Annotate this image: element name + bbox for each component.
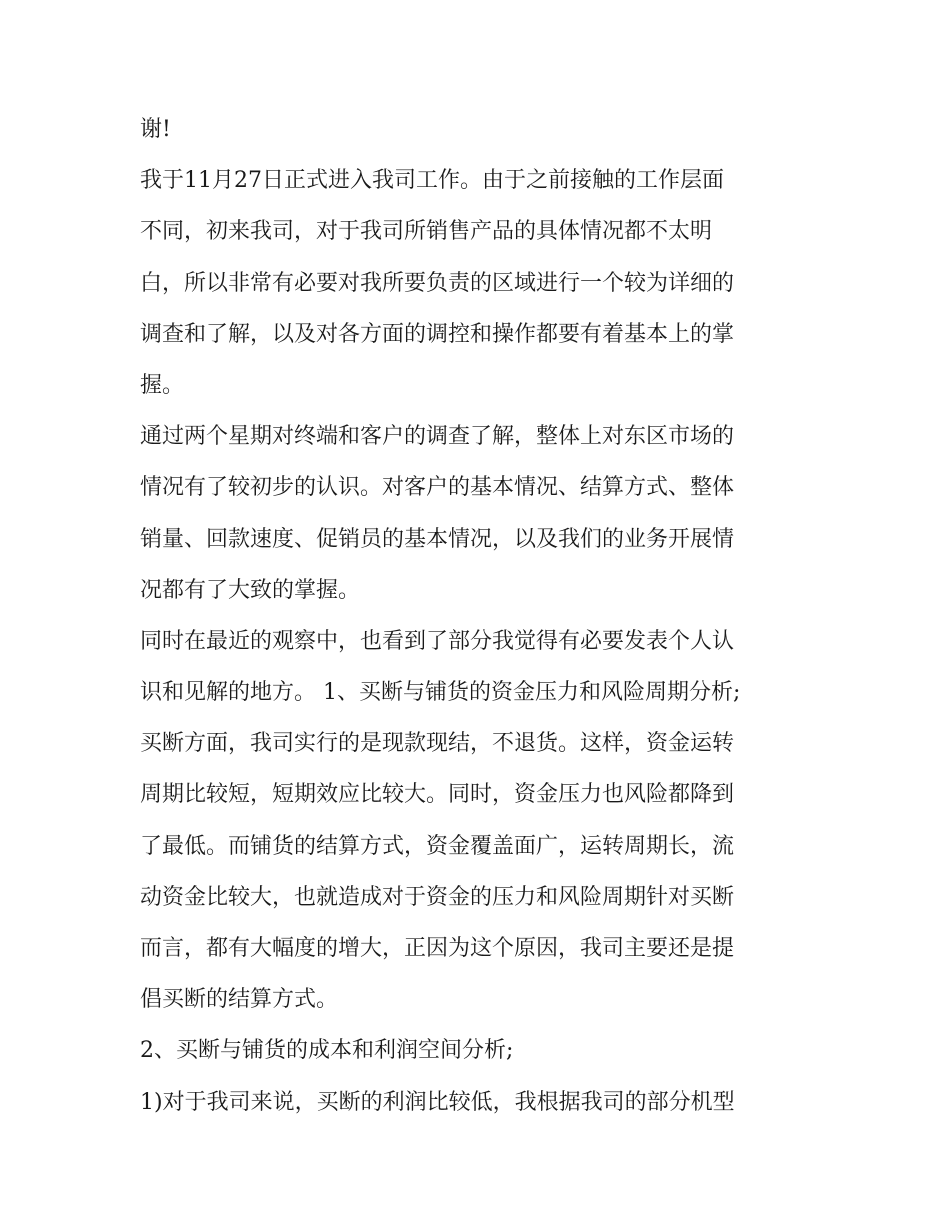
- text-line: 情况有了较初步的认识。对客户的基本情况、结算方式、整体: [140, 475, 735, 501]
- text-line: 周期比较短，短期效应比较大。同时，资金压力也风险都降到: [140, 782, 735, 808]
- text-line: 不同，初来我司，对于我司所销售产品的具体情况都不太明: [140, 219, 713, 245]
- text-line: 谢!: [140, 117, 171, 142]
- text-line: 通过两个星期对终端和客户的调查了解，整体上对东区市场的: [140, 424, 735, 450]
- text-line: 1)对于我司来说，买断的利润比较低，我根据我司的部分机型: [140, 1089, 735, 1115]
- text-line: 识和见解的地方。 1、买断与铺货的资金压力和风险周期分析;: [140, 680, 741, 706]
- document-body: [140, 108, 820, 1132]
- text-line: 白，所以非常有必要对我所要负责的区域进行一个较为详细的: [140, 270, 735, 296]
- text-line: 况都有了大致的掌握。: [140, 577, 361, 603]
- text-line: 握。: [140, 372, 185, 398]
- text-line: 销量、回款速度、促销员的基本情况，以及我们的业务开展情: [140, 526, 735, 552]
- text-line: 动资金比较大，也就造成对于资金的压力和风险周期针对买断: [140, 884, 735, 910]
- text-line: 了最低。而铺货的结算方式，资金覆盖面广，运转周期长，流: [140, 833, 735, 859]
- text-line: 我于11月27日正式进入我司工作。由于之前接触的工作层面: [140, 168, 724, 194]
- text-line: 2、买断与铺货的成本和利润空间分析;: [140, 1038, 514, 1064]
- text-line: 调查和了解，以及对各方面的调控和操作都要有着基本上的掌: [140, 321, 735, 347]
- text-line: 买断方面，我司实行的是现款现结，不退货。这样，资金运转: [140, 731, 735, 757]
- text-line: 而言，都有大幅度的增大，正因为这个原因，我司主要还是提: [140, 936, 735, 961]
- text-line: 倡买断的结算方式。: [140, 987, 339, 1013]
- text-line: 同时在最近的观察中，也看到了部分我觉得有必要发表个人认: [140, 628, 735, 654]
